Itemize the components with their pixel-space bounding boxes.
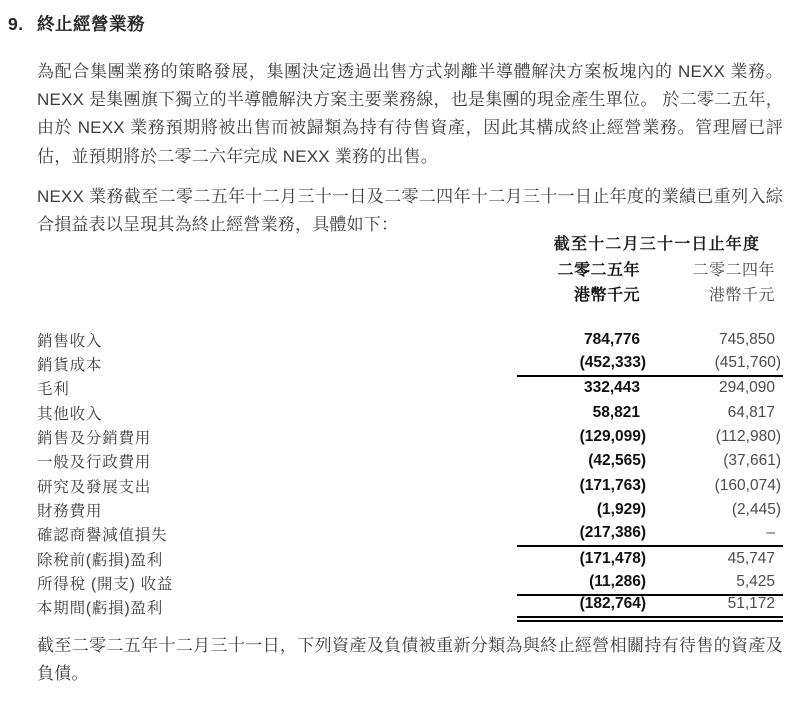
value-2024: 64,817 bbox=[727, 403, 775, 421]
value-2024: 745,850 bbox=[718, 330, 775, 348]
value-2025: (217,386) bbox=[579, 524, 646, 542]
table-row-research-development bbox=[37, 474, 783, 498]
value-2024: 294,090 bbox=[718, 379, 775, 397]
value-2024: 5,425 bbox=[736, 572, 775, 590]
value-2025: (171,763) bbox=[579, 476, 646, 494]
value-2025: (452,333) bbox=[579, 354, 646, 372]
table-body bbox=[37, 328, 783, 620]
discontinued-operations-table bbox=[37, 230, 783, 619]
table-row-profit-for-period bbox=[37, 595, 783, 619]
row-label: 確認商譽減值損失 bbox=[37, 527, 168, 545]
period-header: 截至十二月三十一日止年度 bbox=[553, 236, 761, 254]
row-label: 除稅前(虧損)盈利 bbox=[37, 551, 164, 569]
column-unit-2024: 港幣千元 bbox=[708, 287, 775, 305]
section-number: 9. bbox=[8, 14, 24, 34]
row-label: 本期間(虧損)盈利 bbox=[37, 600, 164, 618]
row-label: 其他收入 bbox=[37, 405, 103, 423]
table-row-general-admin bbox=[37, 449, 783, 473]
value-2025: (129,099) bbox=[579, 428, 646, 446]
value-2025: (171,478) bbox=[579, 549, 646, 567]
table-row-other-income bbox=[37, 401, 783, 425]
table-row-revenue bbox=[37, 328, 783, 352]
table-row-selling-distribution bbox=[37, 425, 783, 449]
value-2024: (37,661) bbox=[723, 452, 781, 470]
value-2024: (2,445) bbox=[731, 500, 781, 518]
value-2024: 45,747 bbox=[727, 549, 775, 567]
value-2024: (451,760) bbox=[714, 354, 781, 372]
table-row-finance-costs bbox=[37, 498, 783, 522]
table-row-cost-of-sales bbox=[37, 352, 783, 376]
column-year-2025: 二零二五年 bbox=[557, 261, 640, 279]
paragraph-reclassification-note: 截至二零二五年十二月三十一日，下列資產及負債被重新分類為與終止經營相關持有待售的資產及負債。 bbox=[37, 636, 783, 684]
paragraph-intro: 為配合集團業務的策略發展，集團決定透過出售方式剝離半導體解決方案板塊內的 NEXX 業務。 NEXX 是集團旗下獨立的半導體解決方案主要業務線，也是集團的現金產生單位。 於二零二五年，由於 NEXX 業務預期將被出售而被歸類為持有待售資產，因此其構成終止經營業務。管理層已評估，並預期將於二零二六年完成 NEXX 業務的出售。 bbox=[37, 62, 783, 166]
value-2025: (1,929) bbox=[596, 500, 646, 518]
column-unit-2025: 港幣千元 bbox=[573, 287, 640, 305]
value-2025: 58,821 bbox=[592, 403, 640, 421]
column-year-2024: 二零二四年 bbox=[692, 261, 775, 279]
value-2024: (160,074) bbox=[714, 476, 781, 494]
section-heading bbox=[8, 13, 783, 36]
table-row-profit-before-tax bbox=[37, 546, 783, 570]
table-header-year-row bbox=[37, 256, 783, 282]
section-title: 終止經營業務 bbox=[37, 14, 145, 34]
row-label: 銷售收入 bbox=[37, 332, 103, 350]
value-2024: – bbox=[766, 524, 775, 542]
row-label: 所得稅 (開支) 收益 bbox=[37, 575, 174, 593]
value-2025: (182,764) bbox=[579, 595, 646, 613]
row-label: 一般及行政費用 bbox=[37, 454, 152, 472]
row-label: 財務費用 bbox=[37, 502, 103, 520]
row-label: 銷貨成本 bbox=[37, 357, 103, 375]
row-label: 研究及發展支出 bbox=[37, 478, 152, 496]
table-header-unit-row bbox=[37, 281, 783, 307]
table-row-goodwill-impairment bbox=[37, 522, 783, 546]
value-2024: 51,172 bbox=[727, 595, 775, 613]
value-2025: (42,565) bbox=[588, 452, 646, 470]
value-2025: 784,776 bbox=[583, 330, 640, 348]
value-2024: (112,980) bbox=[715, 428, 781, 446]
value-2025: (11,286) bbox=[589, 572, 646, 590]
table-row-gross-profit bbox=[37, 376, 783, 400]
row-label: 毛利 bbox=[37, 381, 70, 399]
value-2025: 332,443 bbox=[583, 379, 640, 397]
table-header bbox=[37, 230, 783, 307]
row-label: 銷售及分銷費用 bbox=[37, 430, 152, 448]
paragraph-results-note: NEXX 業務截至二零二五年十二月三十一日及二零二四年十二月三十一日止年度的業績已重列入綜合損益表以呈現其為終止經營業務，具體如下： bbox=[37, 186, 783, 235]
